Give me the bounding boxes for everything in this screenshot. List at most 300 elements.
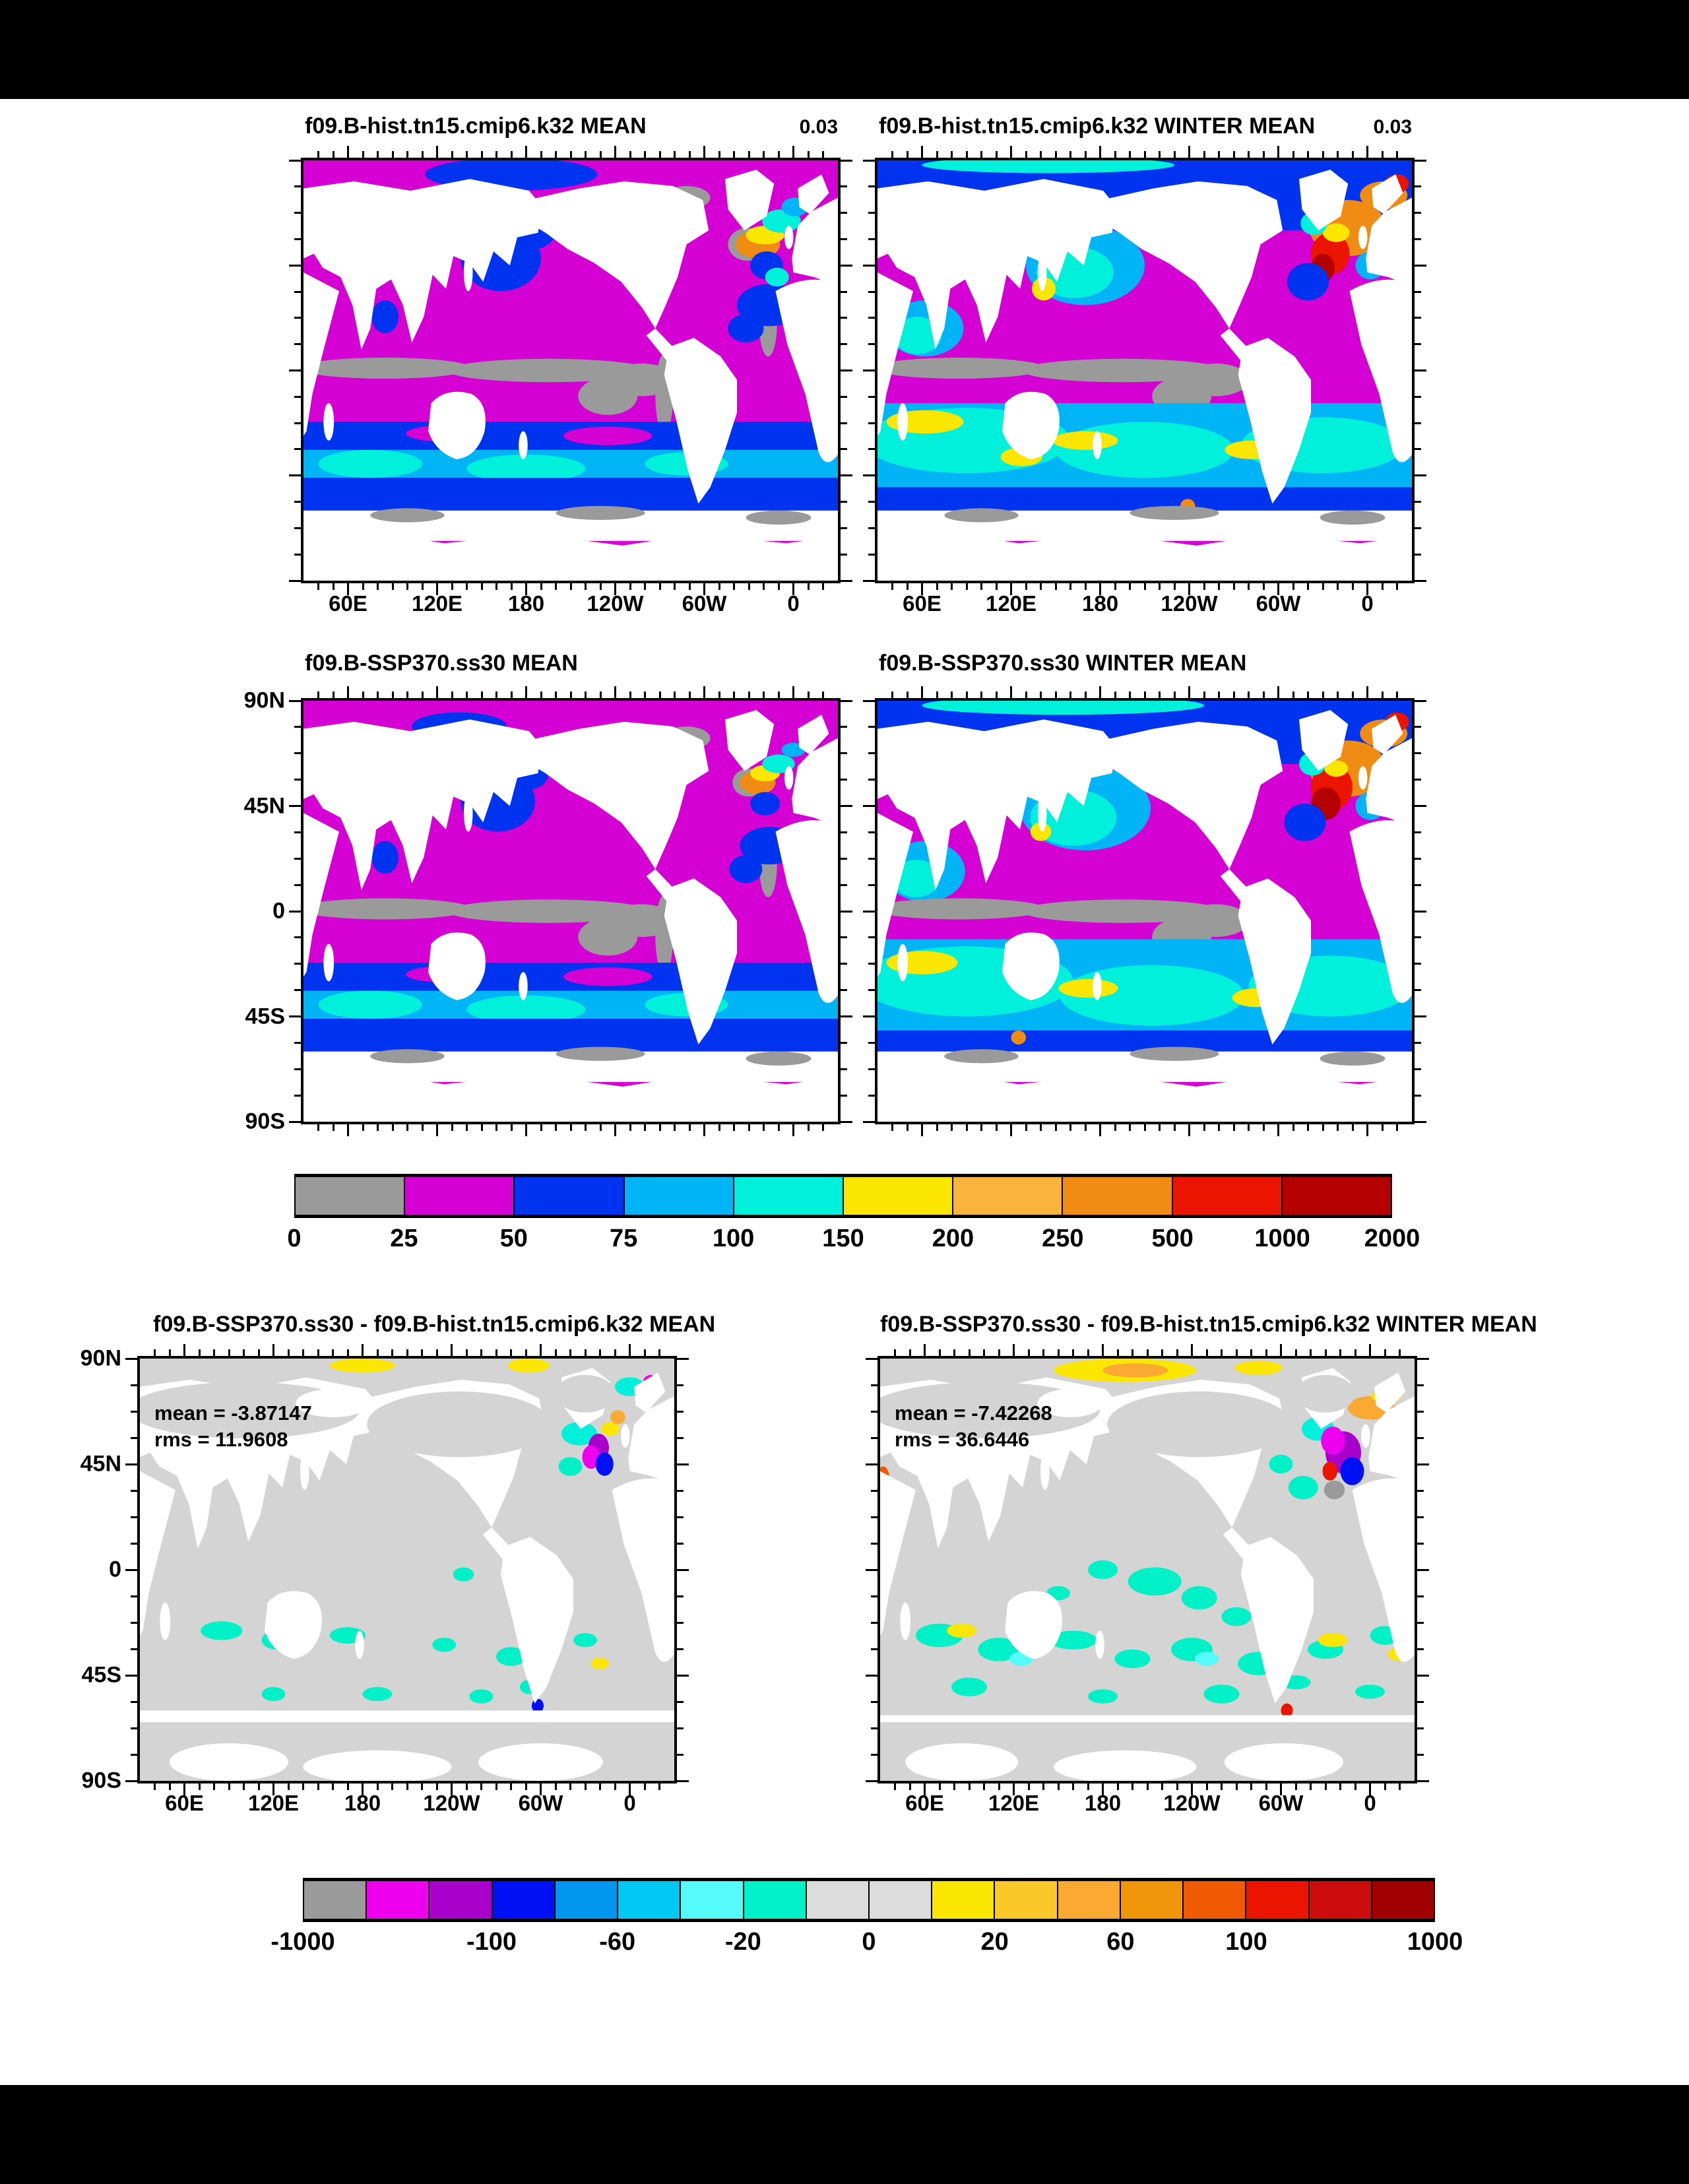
axis-tick — [495, 1124, 497, 1131]
axis-tick — [1415, 1068, 1421, 1070]
colorbar-label: -1000 — [271, 1928, 335, 1956]
axis-tick — [1337, 151, 1339, 158]
colorbar-label: 1000 — [1254, 1225, 1310, 1252]
axis-tick — [131, 1701, 137, 1703]
axis-tick — [406, 1783, 408, 1790]
map-region — [1130, 506, 1219, 520]
axis-tick — [1174, 583, 1176, 590]
axis-tick — [953, 1783, 955, 1790]
axis-tick — [377, 1349, 379, 1356]
axis-tick — [1337, 691, 1339, 698]
axis-tick — [1417, 1648, 1424, 1650]
x-axis-label: 120W — [1161, 591, 1218, 616]
axis-tick — [1295, 1349, 1297, 1356]
colorbar-cell — [744, 1881, 807, 1919]
axis-tick — [1352, 583, 1354, 590]
x-axis-label: 0 — [1364, 1791, 1376, 1815]
axis-tick — [1072, 1783, 1074, 1790]
axis-tick — [555, 691, 557, 698]
y-axis-label: 90S — [81, 1768, 121, 1793]
map-region — [432, 1638, 456, 1652]
axis-tick — [980, 691, 982, 698]
axis-tick — [868, 752, 875, 754]
axis-tick — [677, 1463, 689, 1465]
x-axis-label: 60E — [165, 1791, 204, 1815]
map-region — [1093, 432, 1102, 459]
axis-tick — [689, 151, 691, 158]
axis-tick — [525, 1124, 527, 1136]
map-region — [1358, 766, 1368, 789]
axis-tick — [1292, 583, 1294, 590]
map-region — [262, 1687, 286, 1701]
map-region — [1056, 422, 1234, 478]
axis-tick — [871, 1516, 877, 1518]
axis-tick — [1415, 291, 1421, 293]
axis-tick — [1040, 151, 1042, 158]
axis-tick — [1233, 583, 1235, 590]
axis-tick — [332, 1349, 334, 1356]
axis-tick — [585, 583, 587, 590]
axis-tick — [792, 146, 794, 158]
bottom-black-bar — [0, 2085, 1689, 2184]
y-axis-label: 90S — [245, 1108, 285, 1134]
axis-tick — [1396, 1124, 1398, 1131]
map-region — [1088, 1689, 1118, 1703]
axis-tick — [391, 1783, 393, 1790]
map-region — [330, 1359, 395, 1372]
axis-tick — [866, 1675, 877, 1677]
axis-tick — [894, 1349, 896, 1356]
axis-tick — [294, 726, 301, 728]
axis-tick — [125, 1463, 137, 1465]
axis-tick — [1307, 1124, 1309, 1131]
axis-tick — [1129, 151, 1131, 158]
axis-tick — [868, 238, 875, 240]
colorbar-label: 100 — [1225, 1928, 1267, 1956]
axis-tick — [1366, 1124, 1368, 1136]
axis-tick — [1250, 1349, 1252, 1356]
map-region — [1341, 1457, 1364, 1485]
axis-tick — [466, 583, 468, 590]
axis-tick — [1174, 691, 1176, 698]
axis-tick — [1028, 1349, 1030, 1356]
axis-tick — [868, 291, 875, 293]
axis-tick — [1292, 691, 1294, 698]
axis-tick — [1292, 1124, 1294, 1131]
axis-tick — [294, 858, 301, 860]
axis-tick — [1415, 831, 1421, 833]
axis-tick — [243, 1783, 245, 1790]
axis-tick — [822, 151, 824, 158]
map-region — [303, 1019, 838, 1052]
axis-tick — [1040, 691, 1042, 698]
axis-tick — [570, 583, 572, 590]
axis-tick — [1415, 726, 1421, 728]
map-ssp-winter-mean-svg — [877, 701, 1412, 1122]
axis-tick — [629, 1124, 631, 1131]
axis-tick — [980, 583, 982, 590]
axis-tick — [1069, 583, 1071, 590]
axis-tick — [125, 1780, 137, 1782]
axis-tick — [644, 1783, 646, 1790]
axis-tick — [289, 1121, 301, 1123]
map-region — [519, 972, 528, 1000]
axis-tick — [868, 989, 875, 991]
axis-tick — [841, 185, 847, 187]
axis-tick — [936, 151, 938, 158]
map-region — [556, 506, 645, 520]
map-region — [621, 1425, 630, 1448]
axis-tick — [1028, 1783, 1030, 1790]
stats-diff-mean — [154, 1400, 312, 1453]
axis-tick — [294, 212, 301, 214]
axis-tick — [891, 691, 893, 698]
axis-tick — [154, 1349, 156, 1356]
axis-tick — [243, 1349, 245, 1356]
axis-tick — [1417, 1358, 1429, 1360]
colorbar-cell — [304, 1881, 367, 1919]
map-region — [1095, 1630, 1104, 1659]
axis-tick — [228, 1783, 230, 1790]
axis-tick — [966, 583, 968, 590]
axis-tick — [866, 1358, 877, 1360]
map-ssp-mean — [301, 698, 841, 1124]
axis-tick — [481, 1124, 483, 1131]
axis-tick — [644, 583, 646, 590]
axis-tick — [1417, 1569, 1429, 1571]
axis-tick — [317, 151, 319, 158]
axis-tick — [658, 1349, 660, 1356]
map-region — [478, 1743, 603, 1781]
corner-label-hist-winter-mean: 0.03 — [1373, 116, 1412, 138]
map-region — [1323, 1461, 1338, 1480]
axis-tick — [868, 343, 875, 345]
axis-tick — [1369, 1344, 1371, 1356]
axis-tick — [808, 1124, 810, 1131]
map-region — [1103, 1363, 1168, 1377]
colorbar-cell — [870, 1881, 932, 1919]
axis-tick — [924, 1344, 926, 1356]
axis-tick — [1322, 1124, 1324, 1131]
axis-tick — [1233, 691, 1235, 698]
axis-tick — [131, 1490, 137, 1492]
axis-tick — [733, 151, 735, 158]
axis-tick — [272, 1344, 274, 1356]
axis-tick — [540, 1124, 542, 1131]
colorbar-cell — [515, 1177, 624, 1215]
axis-tick — [392, 583, 394, 590]
axis-tick — [1415, 448, 1421, 450]
axis-tick — [540, 583, 542, 590]
axis-tick — [1415, 317, 1421, 319]
axis-tick — [294, 1042, 301, 1044]
axis-tick — [1415, 963, 1421, 965]
axis-tick — [868, 936, 875, 938]
x-axis-label: 120E — [985, 591, 1037, 616]
axis-tick — [1129, 583, 1131, 590]
axis-tick — [659, 1124, 661, 1131]
axis-tick — [868, 448, 875, 450]
axis-tick — [778, 691, 780, 698]
axis-tick — [868, 726, 875, 728]
map-region — [1225, 1743, 1343, 1781]
axis-tick — [841, 527, 847, 529]
axis-tick — [1055, 583, 1057, 590]
map-region — [363, 1687, 393, 1701]
axis-tick — [1310, 1349, 1312, 1356]
axis-tick — [294, 963, 301, 965]
axis-tick — [294, 831, 301, 833]
axis-tick — [154, 1783, 156, 1790]
axis-tick — [871, 1384, 877, 1386]
axis-tick — [451, 691, 453, 698]
axis-tick — [1322, 691, 1324, 698]
map-region — [1358, 226, 1368, 249]
axis-tick — [294, 501, 301, 503]
axis-tick — [258, 1783, 260, 1790]
axis-tick — [1114, 1124, 1116, 1131]
axis-tick — [289, 805, 301, 807]
axis-tick — [362, 1124, 364, 1131]
axis-tick — [1415, 884, 1421, 886]
axis-tick — [347, 1349, 349, 1356]
axis-tick — [362, 691, 364, 698]
axis-tick — [333, 691, 335, 698]
axis-tick — [131, 1516, 137, 1518]
axis-tick — [585, 1783, 587, 1790]
map-region — [1222, 1607, 1252, 1626]
axis-tick — [841, 726, 847, 728]
map-region — [319, 450, 423, 478]
axis-tick — [868, 212, 875, 214]
axis-tick — [1069, 1124, 1071, 1131]
colorbar-label: 250 — [1042, 1225, 1084, 1252]
axis-tick — [841, 831, 847, 833]
axis-tick — [451, 1124, 453, 1131]
map-region — [1115, 1650, 1151, 1668]
axis-tick — [1055, 1124, 1057, 1131]
axis-tick — [1250, 1783, 1252, 1790]
axis-tick — [1025, 1124, 1027, 1131]
axis-tick — [294, 1095, 301, 1097]
axis-tick — [288, 1349, 290, 1356]
axis-tick — [1206, 1783, 1208, 1790]
axis-tick — [600, 583, 602, 590]
axis-tick — [996, 583, 998, 590]
axis-tick — [289, 580, 301, 582]
axis-tick — [629, 691, 631, 698]
axis-tick — [1352, 1124, 1354, 1131]
axis-tick — [570, 1124, 572, 1131]
map-region — [508, 1359, 550, 1372]
axis-tick — [748, 1124, 750, 1131]
axis-tick — [939, 1349, 941, 1356]
colorbar-label: 500 — [1151, 1225, 1194, 1252]
axis-tick — [466, 151, 468, 158]
axis-tick — [1415, 265, 1426, 267]
axis-tick — [841, 884, 847, 886]
map-region — [578, 918, 637, 956]
axis-tick — [1114, 691, 1116, 698]
axis-tick — [951, 151, 953, 158]
axis-tick — [481, 691, 483, 698]
map-region — [1235, 1361, 1283, 1375]
map-region — [319, 991, 423, 1019]
axis-tick — [841, 212, 847, 214]
axis-tick — [841, 317, 847, 319]
map-region — [730, 855, 763, 883]
axis-tick — [422, 691, 424, 698]
axis-tick — [841, 989, 847, 991]
axis-tick — [1417, 1701, 1424, 1703]
axis-tick — [1161, 1783, 1163, 1790]
map-region — [160, 1603, 170, 1640]
axis-tick — [1102, 1344, 1104, 1356]
axis-tick — [317, 1349, 319, 1356]
axis-tick — [629, 1344, 631, 1356]
axis-tick — [451, 583, 453, 590]
axis-tick — [288, 1783, 290, 1790]
map-region — [170, 1743, 288, 1781]
y-axis-label: 45N — [243, 793, 285, 818]
axis-tick — [481, 583, 483, 590]
axis-tick — [1203, 583, 1205, 590]
axis-tick — [1415, 238, 1421, 240]
axis-tick — [1415, 422, 1421, 424]
axis-tick — [868, 884, 875, 886]
axis-tick — [451, 151, 453, 158]
axis-tick — [600, 1124, 602, 1131]
axis-tick — [131, 1384, 137, 1386]
axis-tick — [907, 151, 908, 158]
axis-tick — [466, 1349, 468, 1356]
colorbar-label: 200 — [932, 1225, 974, 1252]
axis-tick — [511, 583, 513, 590]
axis-tick — [1159, 583, 1161, 590]
axis-tick — [511, 1124, 513, 1131]
axis-tick — [1337, 583, 1339, 590]
axis-tick — [525, 686, 527, 698]
axis-tick — [808, 691, 810, 698]
map-region — [1195, 1652, 1219, 1665]
map-region — [1038, 254, 1047, 292]
colorbar-label: 25 — [390, 1225, 418, 1252]
axis-tick — [1040, 583, 1042, 590]
stats-rms-value: rms = 36.6446 — [895, 1428, 1030, 1451]
map-region — [201, 1621, 242, 1640]
axis-tick — [677, 1675, 689, 1677]
axis-tick — [1384, 1783, 1386, 1790]
axis-tick — [436, 1783, 438, 1790]
axis-tick — [1144, 583, 1146, 590]
axis-tick — [1203, 1124, 1205, 1131]
axis-tick — [1055, 691, 1057, 698]
axis-tick — [1417, 1595, 1424, 1597]
axis-tick — [1310, 1783, 1312, 1790]
axis-tick — [1396, 583, 1398, 590]
axis-tick — [674, 1124, 676, 1131]
axis-tick — [1354, 1783, 1356, 1790]
axis-tick — [1415, 989, 1421, 991]
axis-tick — [841, 805, 852, 807]
axis-tick — [1176, 1349, 1178, 1356]
map-region — [947, 1624, 976, 1638]
axis-tick — [1159, 1124, 1161, 1131]
axis-tick — [436, 686, 438, 698]
axis-tick — [841, 911, 852, 913]
map-region — [519, 432, 528, 459]
map-region — [303, 478, 838, 511]
axis-tick — [1263, 691, 1265, 698]
axis-tick — [1248, 691, 1250, 698]
axis-tick — [294, 884, 301, 886]
axis-tick — [951, 691, 953, 698]
axis-tick — [131, 1437, 137, 1439]
axis-tick — [866, 1463, 877, 1465]
axis-tick — [998, 1783, 1000, 1790]
colorbar-cell — [493, 1881, 556, 1919]
axis-tick — [733, 691, 735, 698]
axis-tick — [377, 691, 379, 698]
x-axis-label: 60E — [903, 591, 941, 616]
axis-tick — [525, 1783, 527, 1790]
map-region — [1285, 804, 1326, 841]
x-axis-label: 60W — [1258, 1791, 1304, 1815]
colorbar-cell — [681, 1881, 744, 1919]
axis-tick — [1415, 396, 1421, 398]
axis-tick — [1248, 583, 1250, 590]
axis-tick — [1233, 1124, 1235, 1131]
axis-tick — [466, 1124, 468, 1131]
axis-tick — [294, 779, 301, 781]
axis-tick — [1382, 1124, 1384, 1131]
axis-tick — [778, 151, 780, 158]
axis-tick — [674, 583, 676, 590]
axis-tick — [302, 1349, 304, 1356]
axis-tick — [294, 448, 301, 450]
map-region — [470, 1689, 494, 1703]
axis-tick — [1415, 858, 1421, 860]
axis-tick — [718, 1124, 720, 1131]
map-region — [464, 794, 473, 832]
axis-tick — [703, 146, 705, 158]
axis-tick — [1114, 151, 1116, 158]
axis-tick — [228, 1349, 230, 1356]
axis-tick — [1203, 151, 1205, 158]
axis-tick — [763, 1124, 765, 1131]
axis-tick — [871, 1543, 877, 1545]
axis-tick — [555, 151, 557, 158]
axis-tick — [1025, 691, 1027, 698]
axis-tick — [1354, 1349, 1356, 1356]
colorbar-cell — [1121, 1881, 1184, 1919]
axis-tick — [822, 1124, 824, 1131]
axis-tick — [1295, 1783, 1297, 1790]
axis-tick — [317, 691, 319, 698]
axis-tick — [677, 1569, 689, 1571]
axis-tick — [510, 1349, 512, 1356]
axis-tick — [871, 1595, 877, 1597]
axis-tick — [689, 583, 691, 590]
map-hist-mean-svg — [303, 160, 838, 581]
axis-tick — [294, 291, 301, 293]
axis-tick — [1307, 691, 1309, 698]
map-region — [1053, 432, 1118, 450]
axis-tick — [1131, 1349, 1133, 1356]
axis-tick — [894, 1783, 896, 1790]
x-axis-label: 0 — [623, 1791, 636, 1815]
map-region — [591, 1657, 609, 1669]
